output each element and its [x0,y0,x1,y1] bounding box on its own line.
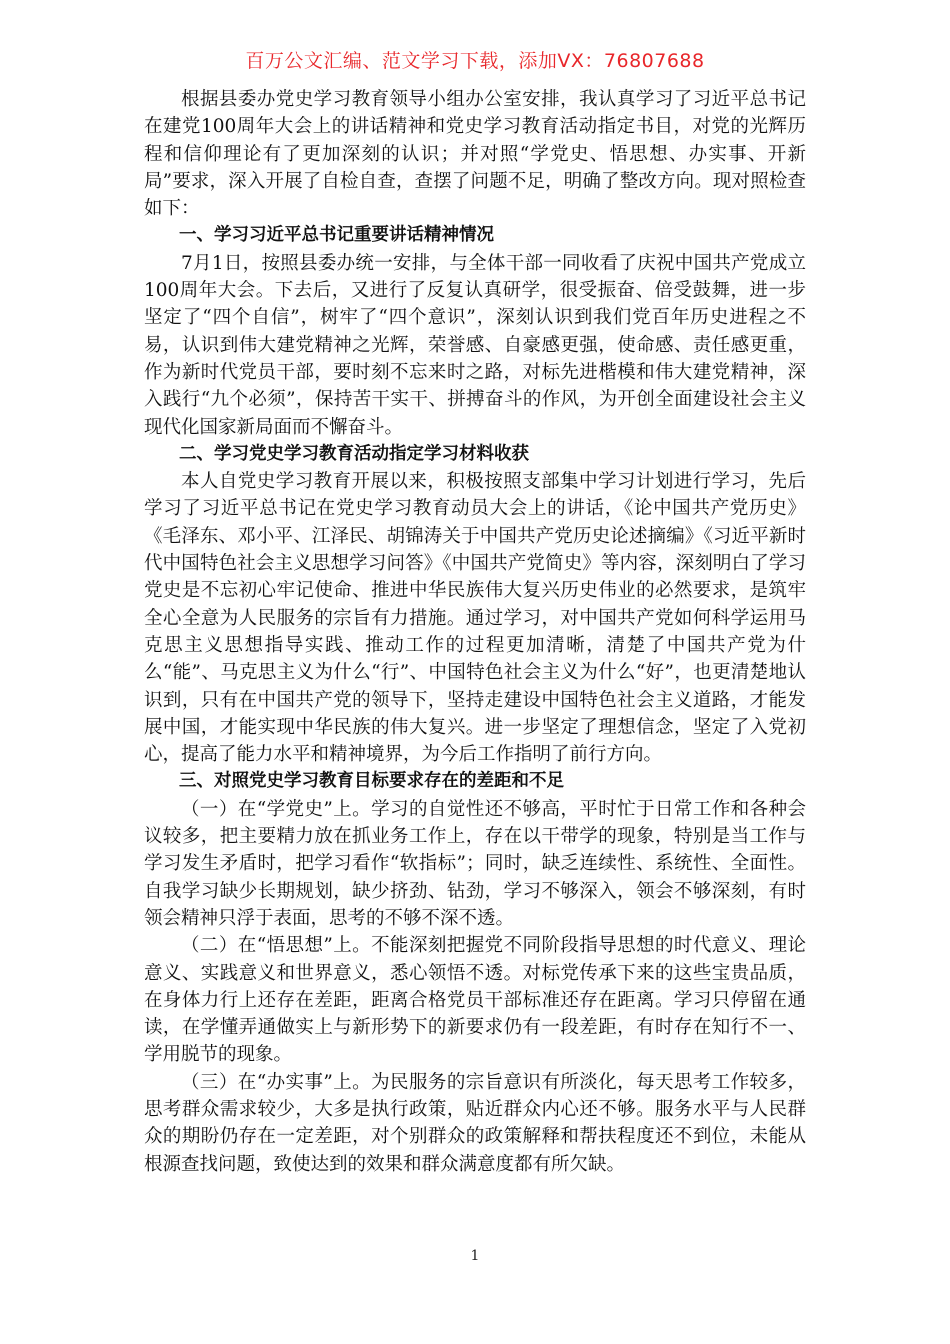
document-body [144,86,806,1178]
section-1-paragraph: 7月1日，按照县委办统一安排，与全体干部一同收看了庆祝中国共产党成立100周年大会。下去后，又进行了反复认真研学，很受振奋、倍受鼓舞，进一步坚定了“四个自信”，树牢了“四个意识”，深刻认识到我们党百年历史进程之不易，认识到伟大建党精神之光辉，荣誉感、自豪感更强，使命感、责任感更重，作为新时代党员干部，要时刻不忘来时之路，对标先进楷模和伟大建党精神，深入践行“九个必须”，保持苦干实干、拼搏奋斗的作风，为开创全面建设社会主义现代化国家新局面而不懈奋斗。 [144,252,806,438]
section-3-item-3: （三）在“办实事”上。为民服务的宗旨意识有所淡化，每天思考工作较多，思考群众需求较少，大多是执行政策，贴近群众内心还不够。服务水平与人民群众的期盼仍存在一定差距，对个别群众的政策解释和帮扶程度还不到位，未能从根源查找问题，致使达到的效果和群众满意度都有所欠缺。 [144,1071,806,1175]
header-banner: 百万公文汇编、范文学习下载，添加VX：76807688 [245,50,705,72]
intro-paragraph: 根据县委办党史学习教育领导小组办公室安排，我认真学习了习近平总书记在建党100周年大会上的讲话精神和党史学习教育活动指定书目，对党的光辉历程和信仰理论有了更加深刻的认识；并对照“学党史、悟思想、办实事、开新局”要求，深入开展了自检自查，查摆了问题不足，明确了整改方向。现对照检查如下： [144,89,806,220]
page-number: 1 [470,1248,480,1264]
section-2-paragraph: 本人自党史学习教育开展以来，积极按照支部集中学习计划进行学习，先后学习了习近平总书记在党史学习教育动员大会上的讲话，《论中国共产党历史》《毛泽东、邓小平、江泽民、胡锦涛关于中国共产党历史论述摘编》《习近平新时代中国特色社会主义思想学习问答》《中国共产党简史》等内容，深刻明白了学习党史是不忘初心牢记使命、推进中华民族伟大复兴历史伟业的必然要求，是筑牢全心全意为人民服务的宗旨有力措施。通过学习，对中国共产党如何科学运用马克思主义思想指导实践、推动工作的过程更加清晰，清楚了中国共产党为什么“能”、马克思主义为什么“行”、中国特色社会主义为什么“好”，也更清楚地认识到，只有在中国共产党的领导下，坚持走建设中国特色社会主义道路，才能发展中国，才能实现中华民族的伟大复兴。进一步坚定了理想信念，坚定了入党初心，提高了能力水平和精神境界，为今后工作指明了前行方向。 [144,471,806,766]
section-3-item-1: （一）在“学党史”上。学习的自觉性还不够高，平时忙于日常工作和各种会议较多，把主要精力放在抓业务工作上，存在以干带学的现象，特别是当工作与学习发生矛盾时，把学习看作“软指标”；同时，缺乏连续性、系统性、全面性。自我学习缺少长期规划，缺少挤劲、钻劲，学习不够深入，领会不够深刻，有时领会精神只浮于表面，思考的不够不深不透。 [144,798,806,929]
section-heading-2: 二、学习党史学习教育活动指定学习材料收获 [179,443,529,464]
section-heading-1: 一、学习习近平总书记重要讲话精神情况 [179,225,494,246]
section-3-item-2: （二）在“悟思想”上。不能深刻把握党不同阶段指导思想的时代意义、理论意义、实践意义和世界意义，悉心领悟不透。对标党传承下来的这些宝贵品质，在身体力行上还存在差距，距离合格党员干部标准还存在距离。学习只停留在通读，在学懂弄通做实上与新形势下的新要求仍有一段差距，有时存在知行不一、学用脱节的现象。 [144,935,806,1066]
section-heading-3: 三、对照党史学习教育目标要求存在的差距和不足 [179,771,564,792]
